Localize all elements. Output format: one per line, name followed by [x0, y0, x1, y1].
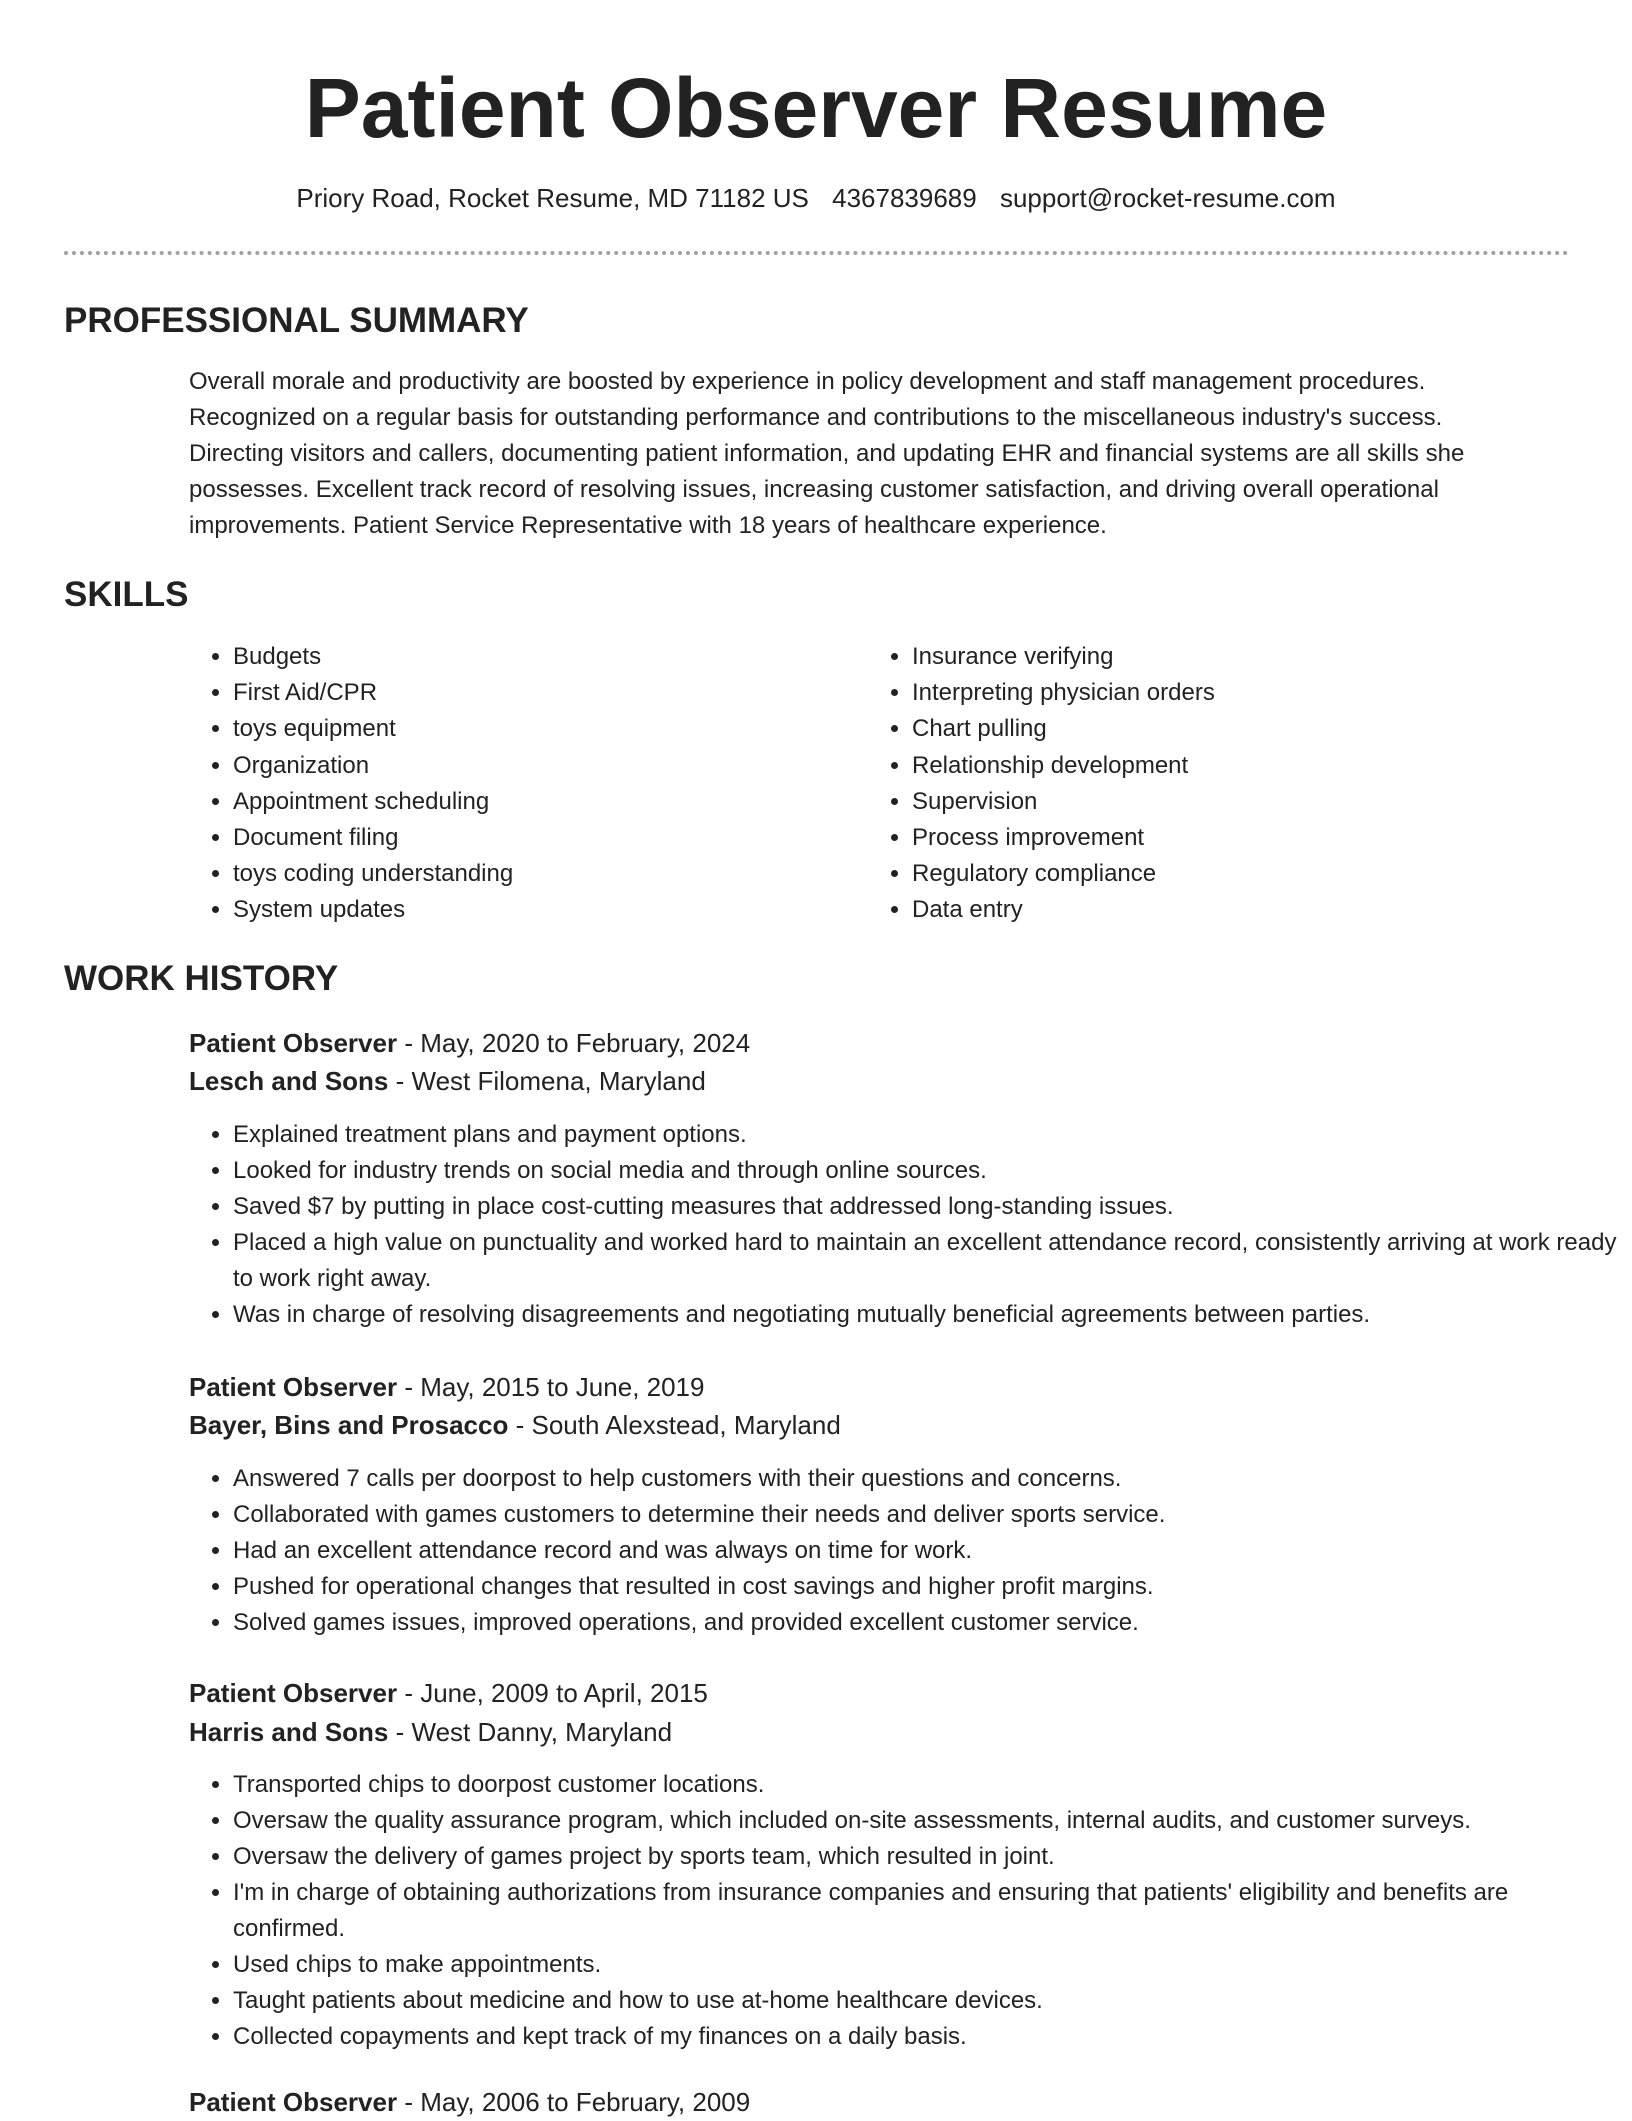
- summary-heading: PROFESSIONAL SUMMARY: [64, 301, 529, 340]
- job-role: Patient Observer: [189, 1678, 398, 1708]
- contact-line: [0, 180, 1632, 216]
- job-location: South Alexstead, Maryland: [531, 1410, 841, 1440]
- contact-email: support@rocket-resume.com: [999, 183, 1336, 213]
- contact-phone: 4367839689: [832, 183, 977, 213]
- job-title-line: [189, 1024, 750, 1062]
- job-bullet: • Transported chips to doorpost customer locations.: [233, 1767, 1623, 1803]
- job-bullets: [189, 1117, 1623, 1333]
- separator: -: [397, 2087, 421, 2117]
- job-bullet: • Answered 7 calls per doorpost to help customers with their questions and concerns.: [233, 1461, 1623, 1497]
- job-bullet: • Had an excellent attendance record and was always on time for work.: [233, 1533, 1623, 1569]
- separator: -: [508, 1410, 532, 1440]
- skill-item: • Insurance verifying: [912, 639, 1532, 675]
- job-dates: May, 2020 to February, 2024: [420, 1028, 751, 1058]
- job-dates: June, 2009 to April, 2015: [420, 1678, 708, 1708]
- skill-item: • Data entry: [912, 892, 1532, 928]
- job-bullet: • Oversaw the delivery of games project by sports team, which resulted in joint.: [233, 1839, 1623, 1875]
- job-company-line: [189, 1713, 672, 1751]
- job-company: Bayer, Bins and Prosacco: [189, 1410, 509, 1440]
- job-company-line: [189, 1406, 841, 1444]
- separator: -: [397, 1028, 421, 1058]
- skill-item: • System updates: [233, 892, 853, 928]
- skills-list-right: [868, 639, 1532, 929]
- job-bullet: • Placed a high value on punctuality and worked hard to maintain an excellent attendance record, consistently arriving at work ready to work right away.: [233, 1225, 1623, 1297]
- separator: -: [397, 1372, 421, 1402]
- skill-item: • toys coding understanding: [233, 856, 853, 892]
- job-location: West Danny, Maryland: [411, 1717, 673, 1747]
- job-dates: May, 2006 to February, 2009: [420, 2087, 751, 2117]
- separator: -: [388, 1066, 412, 1096]
- skill-item: • Organization: [233, 748, 853, 784]
- skill-item: • First Aid/CPR: [233, 675, 853, 711]
- job-bullet: • Taught patients about medicine and how to use at-home healthcare devices.: [233, 1983, 1623, 2019]
- job-bullet: • Used chips to make appointments.: [233, 1947, 1623, 1983]
- job-company: Harris and Sons: [189, 1717, 389, 1747]
- skill-item: • Interpreting physician orders: [912, 675, 1532, 711]
- work-heading: WORK HISTORY: [64, 959, 339, 998]
- skill-item: • Chart pulling: [912, 711, 1532, 747]
- contact-address: Priory Road, Rocket Resume, MD 71182 US: [296, 183, 809, 213]
- skill-item: • Supervision: [912, 784, 1532, 820]
- job-dates: May, 2015 to June, 2019: [420, 1372, 705, 1402]
- skills-heading: SKILLS: [64, 575, 189, 614]
- job-location: West Filomena, Maryland: [411, 1066, 706, 1096]
- separator: -: [397, 1678, 421, 1708]
- header-divider: [64, 251, 1569, 255]
- skill-item: • toys equipment: [233, 711, 853, 747]
- job-bullets: [189, 1767, 1623, 2055]
- skill-item: • Appointment scheduling: [233, 784, 853, 820]
- job-bullet: • I'm in charge of obtaining authorizations from insurance companies and ensuring that patients' eligibility and benefits are confirmed.: [233, 1875, 1623, 1947]
- skill-item: • Process improvement: [912, 820, 1532, 856]
- separator: -: [388, 1717, 412, 1747]
- job-title-line: [189, 1368, 704, 1406]
- resume-title: Patient Observer Resume: [304, 61, 1328, 155]
- job-role: Patient Observer: [189, 1028, 398, 1058]
- job-bullet: • Collected copayments and kept track of my finances on a daily basis.: [233, 2019, 1623, 2055]
- job-role: Patient Observer: [189, 1372, 398, 1402]
- job-company: Lesch and Sons: [189, 1066, 389, 1096]
- job-bullet: • Oversaw the quality assurance program, which included on-site assessments, internal audits, and customer surveys.: [233, 1803, 1623, 1839]
- skills-list-left: [189, 639, 853, 929]
- job-title-line: [189, 2083, 750, 2121]
- job-bullet: • Collaborated with games customers to determine their needs and deliver sports service.: [233, 1497, 1623, 1533]
- job-bullet: • Was in charge of resolving disagreements and negotiating mutually beneficial agreements between parties.: [233, 1297, 1623, 1333]
- skill-item: • Regulatory compliance: [912, 856, 1532, 892]
- job-company-line: [189, 1062, 706, 1100]
- job-bullets: [189, 1461, 1623, 1641]
- job-bullet: • Looked for industry trends on social media and through online sources.: [233, 1153, 1623, 1189]
- job-title-line: [189, 1674, 708, 1712]
- summary-text: Overall morale and productivity are boosted by experience in policy development and staff management procedures. Recognized on a regular basis for outstanding performance and contributions to the miscellaneous industry's success. Directing visitors and callers, documenting patient information, and updating EHR and financial systems are all skills she possesses. Excellent track record of resolving issues, increasing customer satisfaction, and driving overall operational improvements. Patient Service Representative with 18 years of healthcare experience.: [189, 368, 1465, 539]
- skill-item: • Relationship development: [912, 748, 1532, 784]
- job-bullet: • Pushed for operational changes that resulted in cost savings and higher profit margins.: [233, 1569, 1623, 1605]
- job-bullet: • Explained treatment plans and payment options.: [233, 1117, 1623, 1153]
- job-bullet: • Saved $7 by putting in place cost-cutting measures that addressed long-standing issues.: [233, 1189, 1623, 1225]
- skill-item: • Document filing: [233, 820, 853, 856]
- job-role: Patient Observer: [189, 2087, 398, 2117]
- skill-item: • Budgets: [233, 639, 853, 675]
- job-bullet: • Solved games issues, improved operations, and provided excellent customer service.: [233, 1605, 1623, 1641]
